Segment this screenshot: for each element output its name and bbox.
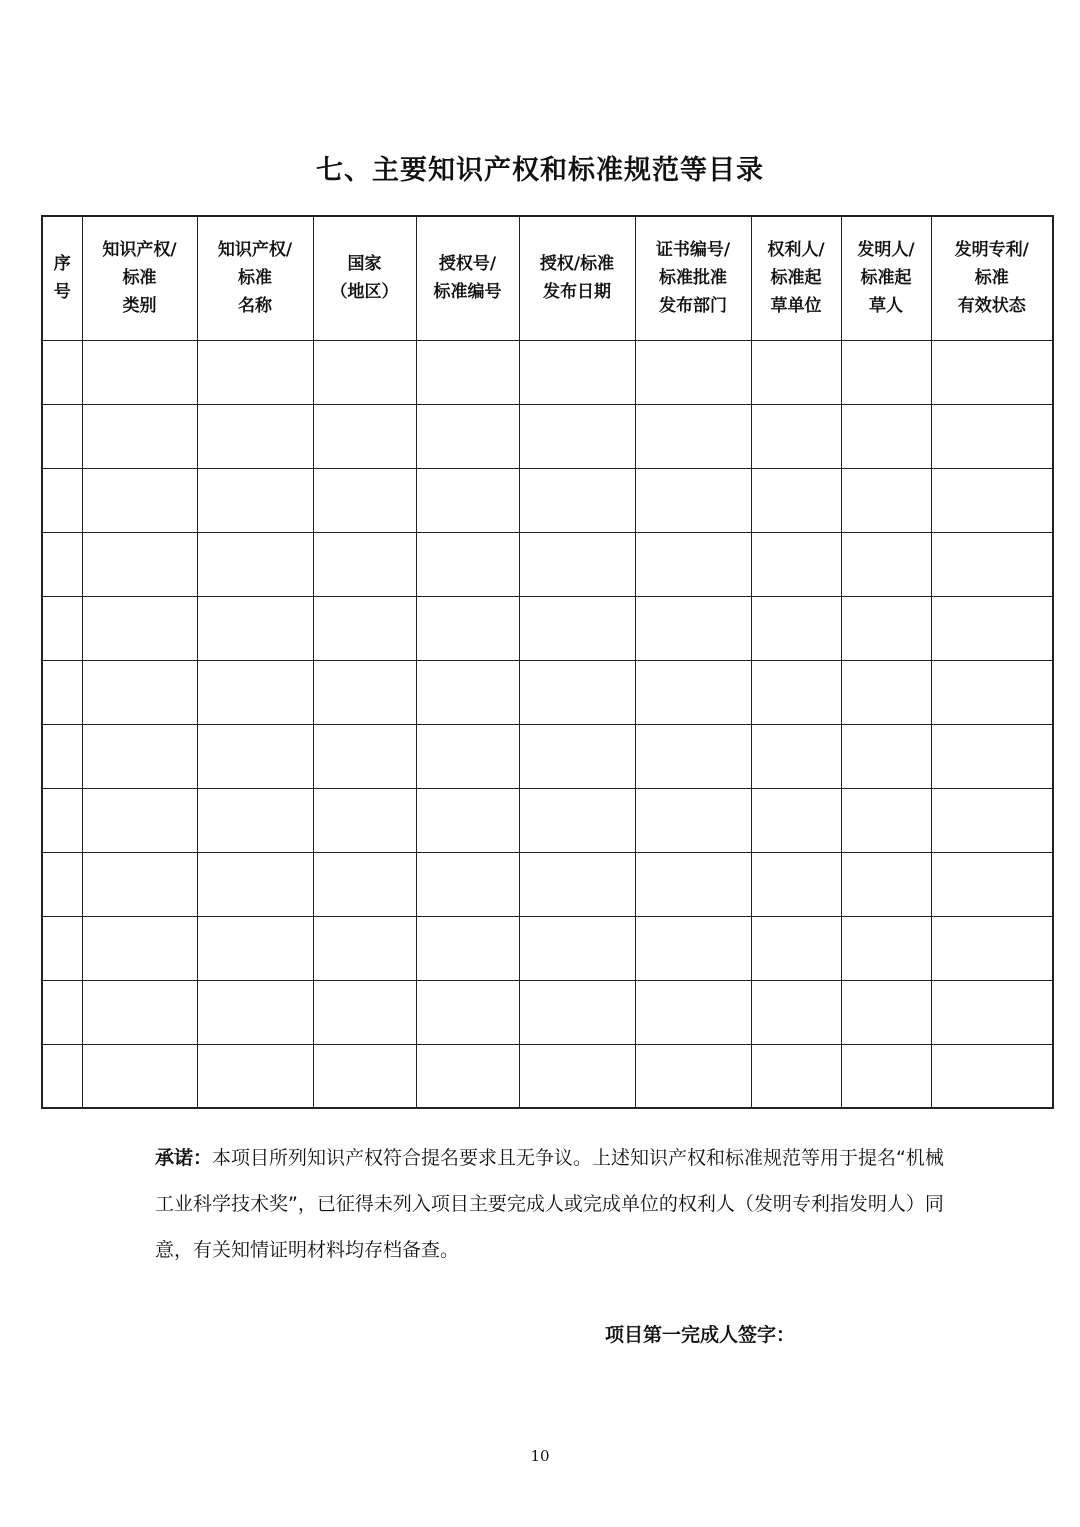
table-cell[interactable] — [519, 532, 635, 596]
table-cell[interactable] — [313, 788, 416, 852]
table-cell[interactable] — [313, 532, 416, 596]
table-body — [42, 340, 1053, 1108]
header-ip-category: 知识产权/ 标准 类别 — [82, 216, 197, 340]
table-cell[interactable] — [841, 340, 931, 404]
table-row — [42, 468, 1053, 532]
table-cell[interactable] — [841, 468, 931, 532]
table-cell[interactable] — [416, 468, 519, 532]
table-cell[interactable] — [635, 980, 751, 1044]
table-cell[interactable] — [635, 404, 751, 468]
header-inventor: 发明人/ 标准起 草人 — [841, 216, 931, 340]
table-cell[interactable] — [519, 852, 635, 916]
table-cell[interactable] — [42, 404, 82, 468]
table-cell[interactable] — [313, 916, 416, 980]
header-valid-status: 发明专利/ 标准 有效状态 — [931, 216, 1053, 340]
table-cell[interactable] — [931, 1044, 1053, 1108]
table-cell[interactable] — [82, 788, 197, 852]
table-cell[interactable] — [82, 596, 197, 660]
table-cell[interactable] — [751, 788, 841, 852]
table-cell[interactable] — [82, 340, 197, 404]
table-cell[interactable] — [841, 404, 931, 468]
table-cell[interactable] — [42, 340, 82, 404]
table-cell[interactable] — [416, 788, 519, 852]
ip-standards-table — [41, 215, 1054, 1109]
table-cell[interactable] — [313, 852, 416, 916]
table-cell[interactable] — [82, 532, 197, 596]
table-cell[interactable] — [313, 340, 416, 404]
table-cell[interactable] — [82, 916, 197, 980]
table-cell[interactable] — [931, 468, 1053, 532]
table-cell[interactable] — [42, 660, 82, 724]
table-row — [42, 788, 1053, 852]
table-cell[interactable] — [42, 1044, 82, 1108]
table-cell[interactable] — [635, 596, 751, 660]
table-cell[interactable] — [416, 916, 519, 980]
table-row — [42, 916, 1053, 980]
table-cell[interactable] — [82, 1044, 197, 1108]
table-cell[interactable] — [197, 340, 313, 404]
table-cell[interactable] — [519, 724, 635, 788]
table-cell[interactable] — [751, 404, 841, 468]
table-cell[interactable] — [42, 916, 82, 980]
table-cell[interactable] — [416, 1044, 519, 1108]
table-cell[interactable] — [519, 468, 635, 532]
table-cell[interactable] — [416, 852, 519, 916]
table-cell[interactable] — [931, 340, 1053, 404]
table-cell[interactable] — [82, 404, 197, 468]
header-index: 序 号 — [42, 216, 82, 340]
table-cell[interactable] — [197, 788, 313, 852]
table-cell[interactable] — [841, 532, 931, 596]
table-cell[interactable] — [751, 340, 841, 404]
table-cell[interactable] — [841, 788, 931, 852]
table-cell[interactable] — [416, 404, 519, 468]
table-cell[interactable] — [313, 596, 416, 660]
table-cell[interactable] — [416, 596, 519, 660]
table-cell[interactable] — [197, 916, 313, 980]
table-cell[interactable] — [313, 1044, 416, 1108]
table-row — [42, 340, 1053, 404]
table-cell[interactable] — [841, 724, 931, 788]
table-cell[interactable] — [197, 852, 313, 916]
table-cell[interactable] — [416, 980, 519, 1044]
table-cell[interactable] — [931, 852, 1053, 916]
table-cell[interactable] — [841, 596, 931, 660]
table-cell[interactable] — [931, 916, 1053, 980]
promise-statement — [155, 1135, 945, 1273]
table-cell[interactable] — [931, 660, 1053, 724]
table-cell[interactable] — [82, 852, 197, 916]
table-cell[interactable] — [197, 532, 313, 596]
table-cell[interactable] — [197, 660, 313, 724]
table-cell[interactable] — [841, 1044, 931, 1108]
table-cell[interactable] — [197, 596, 313, 660]
header-right-holder: 权利人/ 标准起 草单位 — [751, 216, 841, 340]
table-cell[interactable] — [751, 724, 841, 788]
table-cell[interactable] — [751, 916, 841, 980]
table-cell[interactable] — [635, 660, 751, 724]
table-cell[interactable] — [42, 724, 82, 788]
signature-label: 项目第一完成人签字： — [605, 1324, 796, 1346]
table-cell[interactable] — [751, 596, 841, 660]
table-cell[interactable] — [313, 980, 416, 1044]
table-cell[interactable] — [82, 980, 197, 1044]
table-cell[interactable] — [635, 532, 751, 596]
table-cell[interactable] — [751, 660, 841, 724]
table-cell[interactable] — [841, 980, 931, 1044]
promise-body: 本项目所列知识产权符合提名要求且无争议。上述知识产权和标准规范等用于提名“机械工业科学技术奖”，已征得未列入项目主要完成人或完成单位的权利人（发明专利指发明人）同意，有关知情证明材料均存档备查。 — [155, 1147, 944, 1261]
table-cell[interactable] — [197, 724, 313, 788]
table-cell[interactable] — [416, 660, 519, 724]
table-cell[interactable] — [313, 468, 416, 532]
table-cell[interactable] — [931, 532, 1053, 596]
table-cell[interactable] — [635, 852, 751, 916]
promise-lead: 承诺： — [155, 1147, 213, 1169]
table-cell[interactable] — [519, 980, 635, 1044]
table-cell[interactable] — [519, 404, 635, 468]
table-cell[interactable] — [416, 724, 519, 788]
table-cell[interactable] — [313, 724, 416, 788]
table-cell[interactable] — [42, 852, 82, 916]
table-header-row — [42, 216, 1053, 340]
table-row — [42, 980, 1053, 1044]
table-cell[interactable] — [197, 404, 313, 468]
table-cell[interactable] — [751, 1044, 841, 1108]
table-cell[interactable] — [82, 468, 197, 532]
table-row — [42, 532, 1053, 596]
table-cell[interactable] — [931, 404, 1053, 468]
table-cell[interactable] — [751, 980, 841, 1044]
table-cell[interactable] — [931, 788, 1053, 852]
table-cell[interactable] — [841, 660, 931, 724]
table-cell[interactable] — [751, 852, 841, 916]
header-grant-date: 授权/标准 发布日期 — [519, 216, 635, 340]
header-grant-number: 授权号/ 标准编号 — [416, 216, 519, 340]
table-cell[interactable] — [197, 468, 313, 532]
header-certificate-number: 证书编号/ 标准批准 发布部门 — [635, 216, 751, 340]
table-cell[interactable] — [42, 532, 82, 596]
table-cell[interactable] — [931, 980, 1053, 1044]
table-cell[interactable] — [42, 596, 82, 660]
table-row — [42, 660, 1053, 724]
table-cell[interactable] — [519, 596, 635, 660]
table-cell[interactable] — [931, 596, 1053, 660]
table-cell[interactable] — [313, 660, 416, 724]
table-cell[interactable] — [42, 788, 82, 852]
table-row — [42, 724, 1053, 788]
table-cell[interactable] — [635, 340, 751, 404]
table-row — [42, 596, 1053, 660]
table-cell[interactable] — [416, 532, 519, 596]
table-cell[interactable] — [82, 724, 197, 788]
table-cell[interactable] — [635, 724, 751, 788]
table-cell[interactable] — [841, 916, 931, 980]
table-cell[interactable] — [751, 468, 841, 532]
header-ip-name: 知识产权/ 标准 名称 — [197, 216, 313, 340]
table-cell[interactable] — [82, 660, 197, 724]
table-cell[interactable] — [42, 980, 82, 1044]
page-title: 七、主要知识产权和标准规范等目录 — [316, 155, 764, 186]
table-cell[interactable] — [313, 404, 416, 468]
table-cell[interactable] — [635, 1044, 751, 1108]
table-cell[interactable] — [42, 468, 82, 532]
table-cell[interactable] — [519, 1044, 635, 1108]
table-row — [42, 1044, 1053, 1108]
table-cell[interactable] — [751, 532, 841, 596]
table-cell[interactable] — [519, 788, 635, 852]
page-number: 10 — [530, 1447, 550, 1465]
table-cell[interactable] — [519, 660, 635, 724]
table-cell[interactable] — [931, 724, 1053, 788]
table-cell[interactable] — [197, 980, 313, 1044]
table-cell[interactable] — [635, 468, 751, 532]
table-cell[interactable] — [635, 916, 751, 980]
table-cell[interactable] — [519, 916, 635, 980]
header-country: 国家 （地区） — [313, 216, 416, 340]
table-cell[interactable] — [416, 340, 519, 404]
table-cell[interactable] — [841, 852, 931, 916]
table-row — [42, 852, 1053, 916]
table-cell[interactable] — [197, 1044, 313, 1108]
table-cell[interactable] — [519, 340, 635, 404]
table-row — [42, 404, 1053, 468]
table-cell[interactable] — [635, 788, 751, 852]
